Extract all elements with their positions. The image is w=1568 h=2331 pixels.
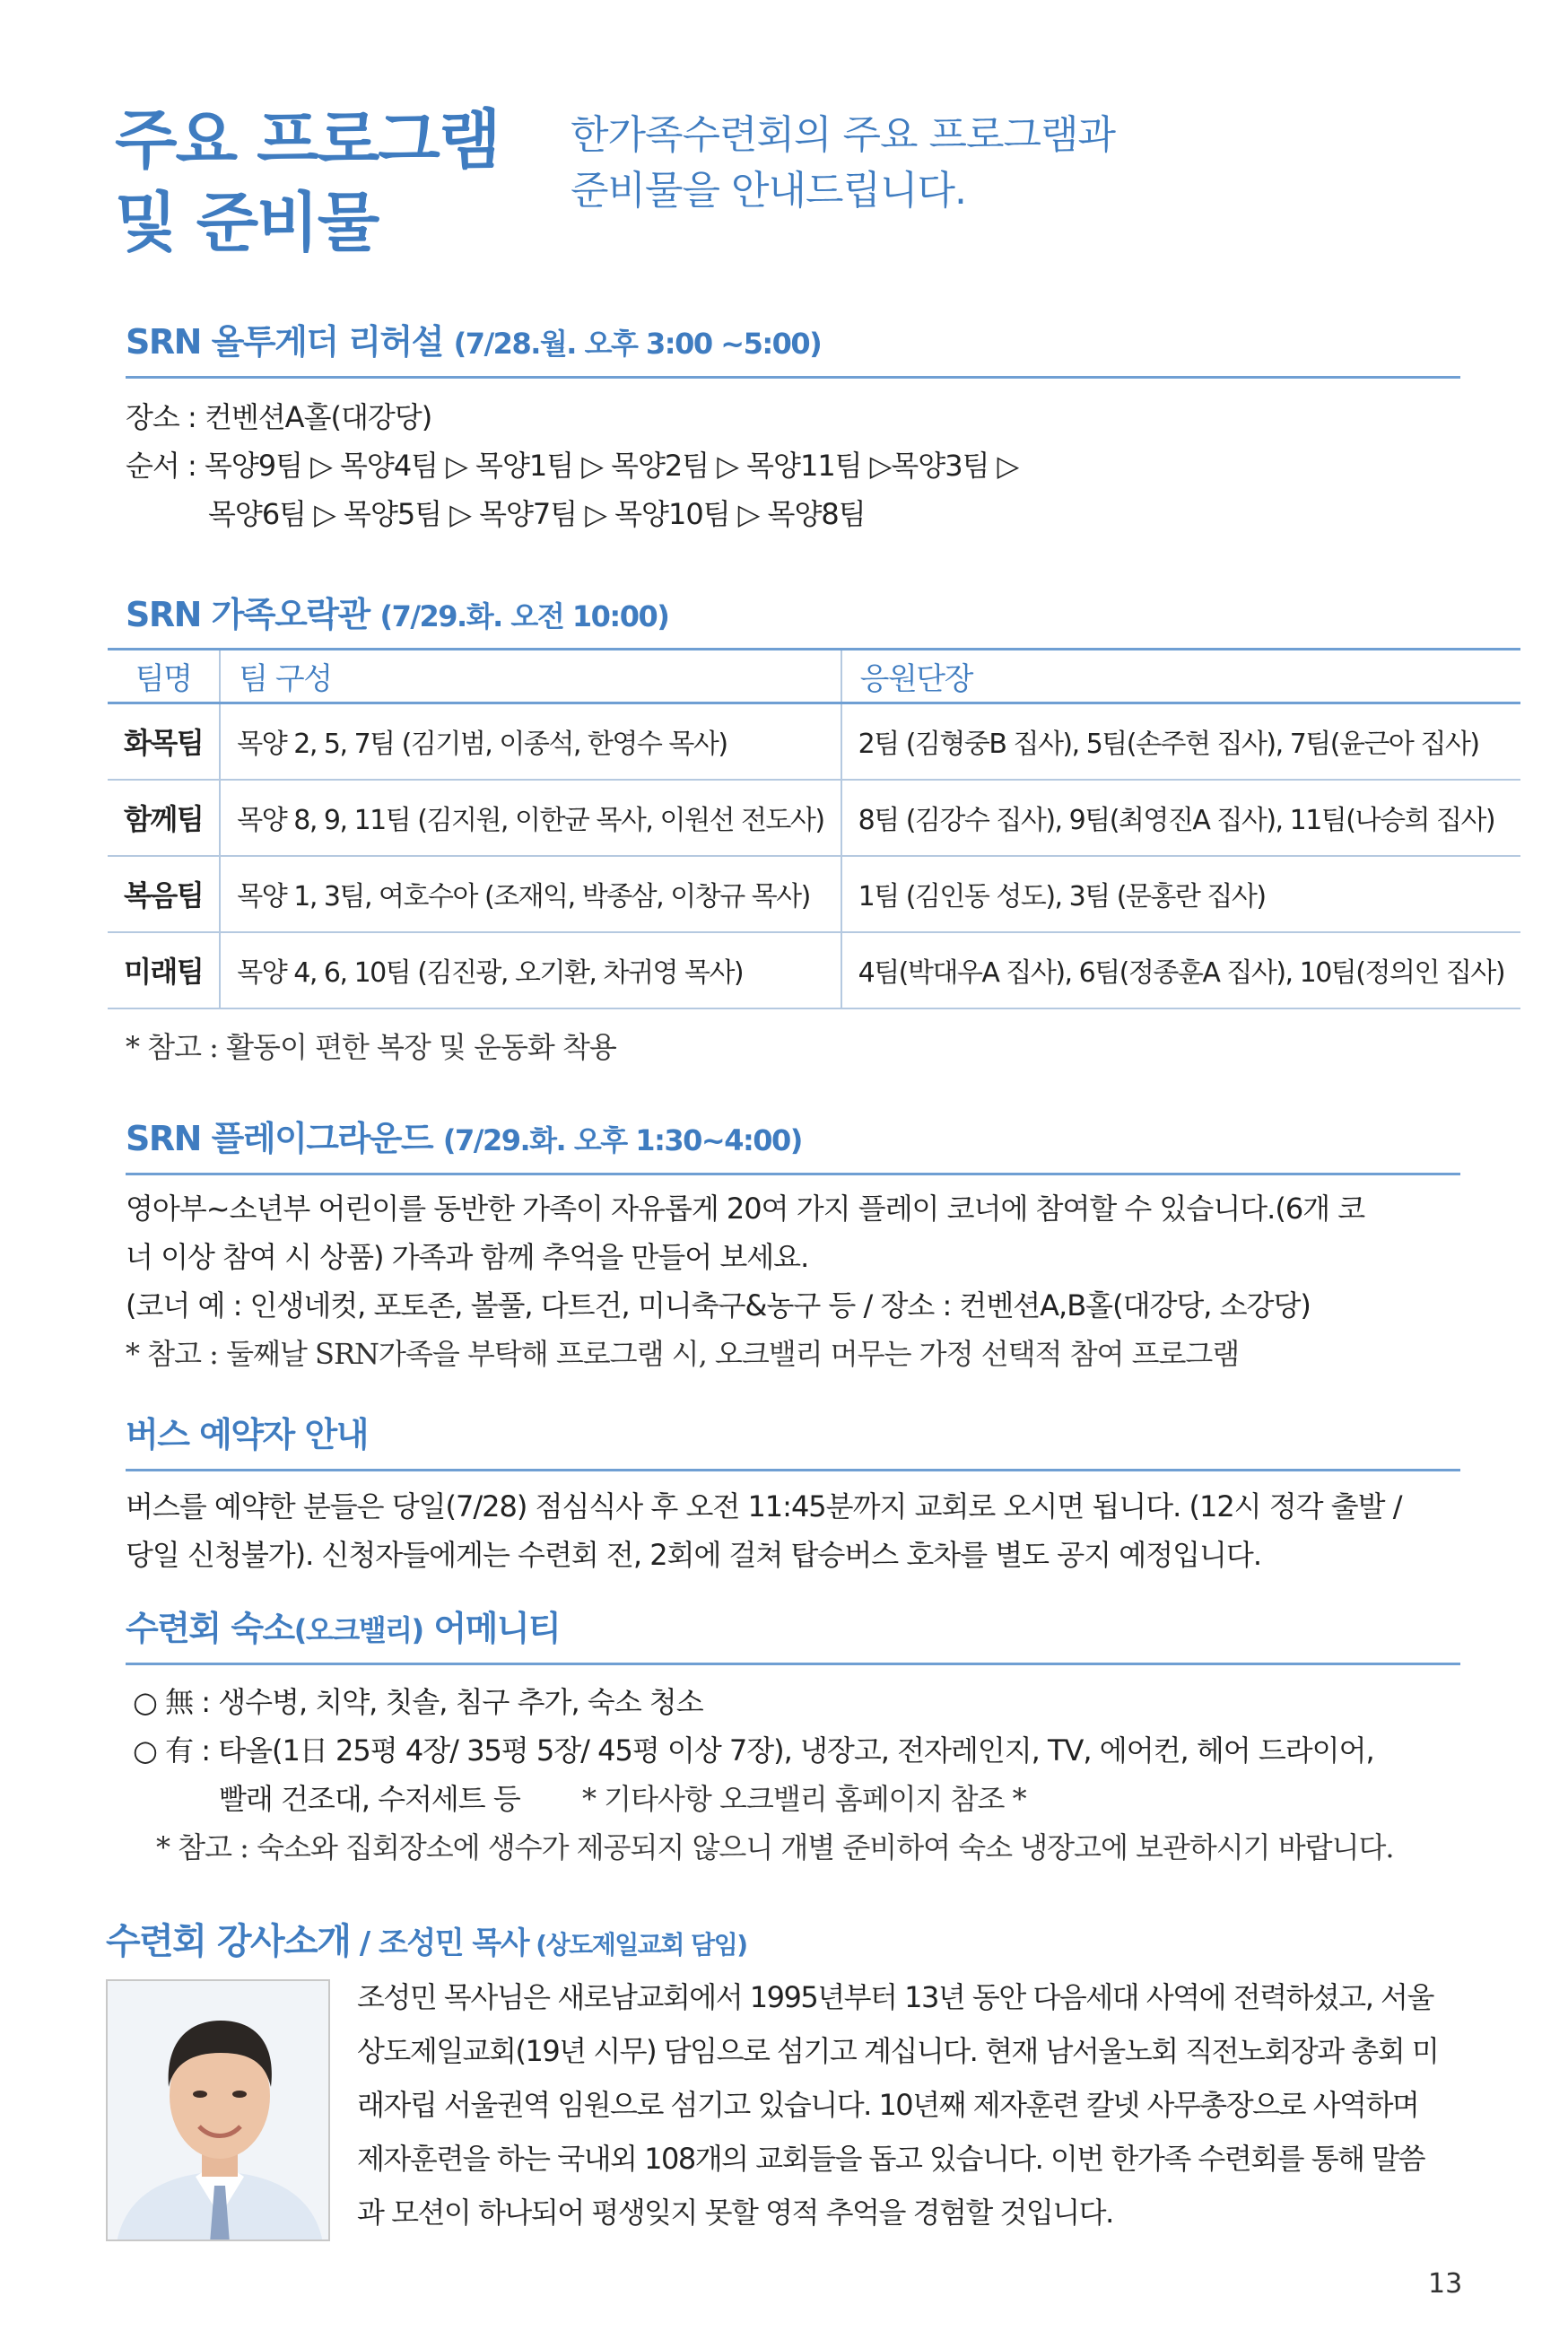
amenity-location: (오크밸리) [293,1613,423,1647]
subtitle-line-1: 한가족수련회의 주요 프로그램과 [571,112,1116,158]
title-line-2: 및 준비물 [115,185,379,260]
column-header: 팀 구성 [220,650,841,703]
amenity-have-2 [126,1775,1460,1823]
playground-line-1: 영아부~소년부 어린이를 동반한 가족이 자유롭게 20여 가지 플레이 코너에 참여할 수 있습니다.(6개 코 [126,1192,1365,1226]
speaker-photo [106,1979,330,2241]
bus-heading [126,1407,1460,1471]
table-row [108,856,1520,932]
bio-line: 래자립 서울권역 임원으로 섬기고 있습니다. 10년째 제자훈련 칼넷 사무총장으로 사역하며 [357,2088,1419,2122]
amenity-none: ○ 無 : 생수병, 치약, 칫솔, 침구 추가, 숙소 청소 [133,1685,703,1719]
rehearsal-order-1: 순서 : 목양9팀 ▷ 목양4팀 ▷ 목양1팀 ▷ 목양2팀 ▷ 목양11팀 ▷목양3팀 ▷ [126,449,1019,483]
rehearsal-heading [126,314,1460,379]
page-subtitle [571,108,1288,219]
bio-line: 상도제일교회(19년 시무) 담임으로 섬기고 계십니다. 현재 남서울노회 직전노회장과 총회 미 [357,2034,1439,2068]
bus-line-2: 당일 신청불가). 신청자들에게는 수련회 전, 2회에 걸쳐 탑승버스 호차를 별도 공지 예정입니다. [126,1538,1261,1572]
bio-line: 조성민 목사님은 새로남교회에서 1995년부터 13년 동안 다음세대 사역에 전력하셨고, 서울 [357,1980,1433,2014]
amenity-have-2-text: 빨래 건조대, 수저세트 등 [219,1782,520,1816]
team-name: 미래팀 [108,932,220,1008]
playground-heading [126,1111,1460,1175]
playground-body [126,1184,1460,1378]
family-hall-heading [126,587,1460,649]
team-table [108,648,1520,1009]
rehearsal-place: 장소 : 컨벤션A홀(대강당) [126,400,432,434]
amenity-have-note: * 기타사항 오크밸리 홈페이지 참조 * [581,1782,1026,1816]
team-cheer: 4팀(박대우A 집사), 6팀(정종훈A 집사), 10팀(정의인 집사) [841,932,1521,1008]
subtitle-line-2: 준비물을 안내드립니다. [571,168,967,214]
family-hall-time: (7/29.화. 오전 10:00) [379,599,669,633]
bus-line-1: 버스를 예약한 분들은 당일(7/28) 점심식사 후 오전 11:45분까지 교회로 오시면 됩니다. (12시 정각 출발 / [126,1489,1402,1523]
rehearsal-body [126,393,1460,538]
column-header: 응원단장 [841,650,1521,703]
column-header: 팀명 [108,650,220,703]
rehearsal-order-2: 목양6팀 ▷ 목양5팀 ▷ 목양7팀 ▷ 목양10팀 ▷ 목양8팀 [208,497,866,531]
speaker-church: (상도제일교회 담임) [528,1930,747,1960]
team-cheer: 8팀 (김강수 집사), 9팀(최영진A 집사), 11팀(나승희 집사) [841,780,1521,856]
bus-body [126,1482,1460,1579]
team-name: 화목팀 [108,703,220,780]
bus-title: 버스 예약자 안내 [126,1415,368,1454]
amenity-have-1: ○ 有 : 타올(1日 25평 4장/ 35평 5장/ 45평 이상 7장), 냉장고, 전자레인지, TV, 에어컨, 헤어 드라이어, [133,1733,1374,1768]
family-hall-note: * 참고 : 활동이 편한 복장 및 운동화 착용 [126,1030,616,1064]
team-members: 목양 1, 3팀, 여호수아 (조재익, 박종삼, 이창규 목사) [220,856,841,932]
team-members: 목양 8, 9, 11팀 (김지원, 이한균 목사, 이원선 전도사) [220,780,841,856]
amenity-heading [126,1601,1460,1665]
page-title [115,99,545,264]
table-header-row [108,650,1520,703]
speaker-heading [106,1913,1441,1977]
playground-line-2: 너 이상 참여 시 상품) 가족과 함께 추억을 만들어 보세요. [126,1240,809,1274]
playground-title: SRN 플레이그라운드 [126,1119,433,1158]
team-members: 목양 2, 5, 7팀 (김기범, 이종석, 한영수 목사) [220,703,841,780]
team-name: 복음팀 [108,856,220,932]
amenity-title: 수련회 숙소 [126,1609,294,1648]
playground-line-3: (코너 예 : 인생네컷, 포토존, 볼풀, 다트건, 미니축구&농구 등 / 장소 : 컨벤션A,B홀(대강당, 소강당) [126,1288,1311,1323]
speaker-separator: / [350,1925,379,1961]
rehearsal-time: (7/28.월. 오후 3:00 ~5:00) [453,327,822,361]
table-row [108,780,1520,856]
amenity-title-suffix: 어메니티 [422,1609,561,1648]
bio-line: 과 모션이 하나되어 평생잊지 못할 영적 추억을 경험할 것입니다. [357,2196,1113,2230]
family-hall-title: SRN 가족오락관 [126,595,370,634]
amenity-note: * 참고 : 숙소와 집회장소에 생수가 제공되지 않으니 개별 준비하여 숙소 냉장고에 보관하시기 바랍니다. [156,1830,1394,1864]
rehearsal-title: SRN 올투게더 리허설 [126,322,443,362]
title-line-1: 주요 프로그램 [115,102,500,178]
playground-time: (7/29.화. 오후 1:30~4:00) [442,1123,802,1157]
playground-note: * 참고 : 둘째날 SRN가족을 부탁해 프로그램 시, 오크밸리 머무는 가정 선택적 참여 프로그램 [126,1337,1240,1371]
table-row [108,932,1520,1008]
bio-line: 제자훈련을 하는 국내외 108개의 교회들을 돕고 있습니다. 이번 한가족 수련회를 통해 말씀 [357,2142,1425,2176]
speaker-portrait-icon [108,1981,330,2241]
team-cheer: 2팀 (김형중B 집사), 5팀(손주현 집사), 7팀(윤근아 집사) [841,703,1521,780]
speaker-bio [357,1970,1460,2239]
team-members: 목양 4, 6, 10팀 (김진광, 오기환, 차귀영 목사) [220,932,841,1008]
speaker-name: 조성민 목사 [379,1925,529,1961]
table-row [108,703,1520,780]
team-cheer: 1팀 (김인동 성도), 3팀 (문홍란 집사) [841,856,1521,932]
amenity-body [126,1678,1460,1872]
team-name: 함께팀 [108,780,220,856]
page-number: 13 [1428,2268,1463,2300]
speaker-title: 수련회 강사소개 [106,1921,351,1962]
